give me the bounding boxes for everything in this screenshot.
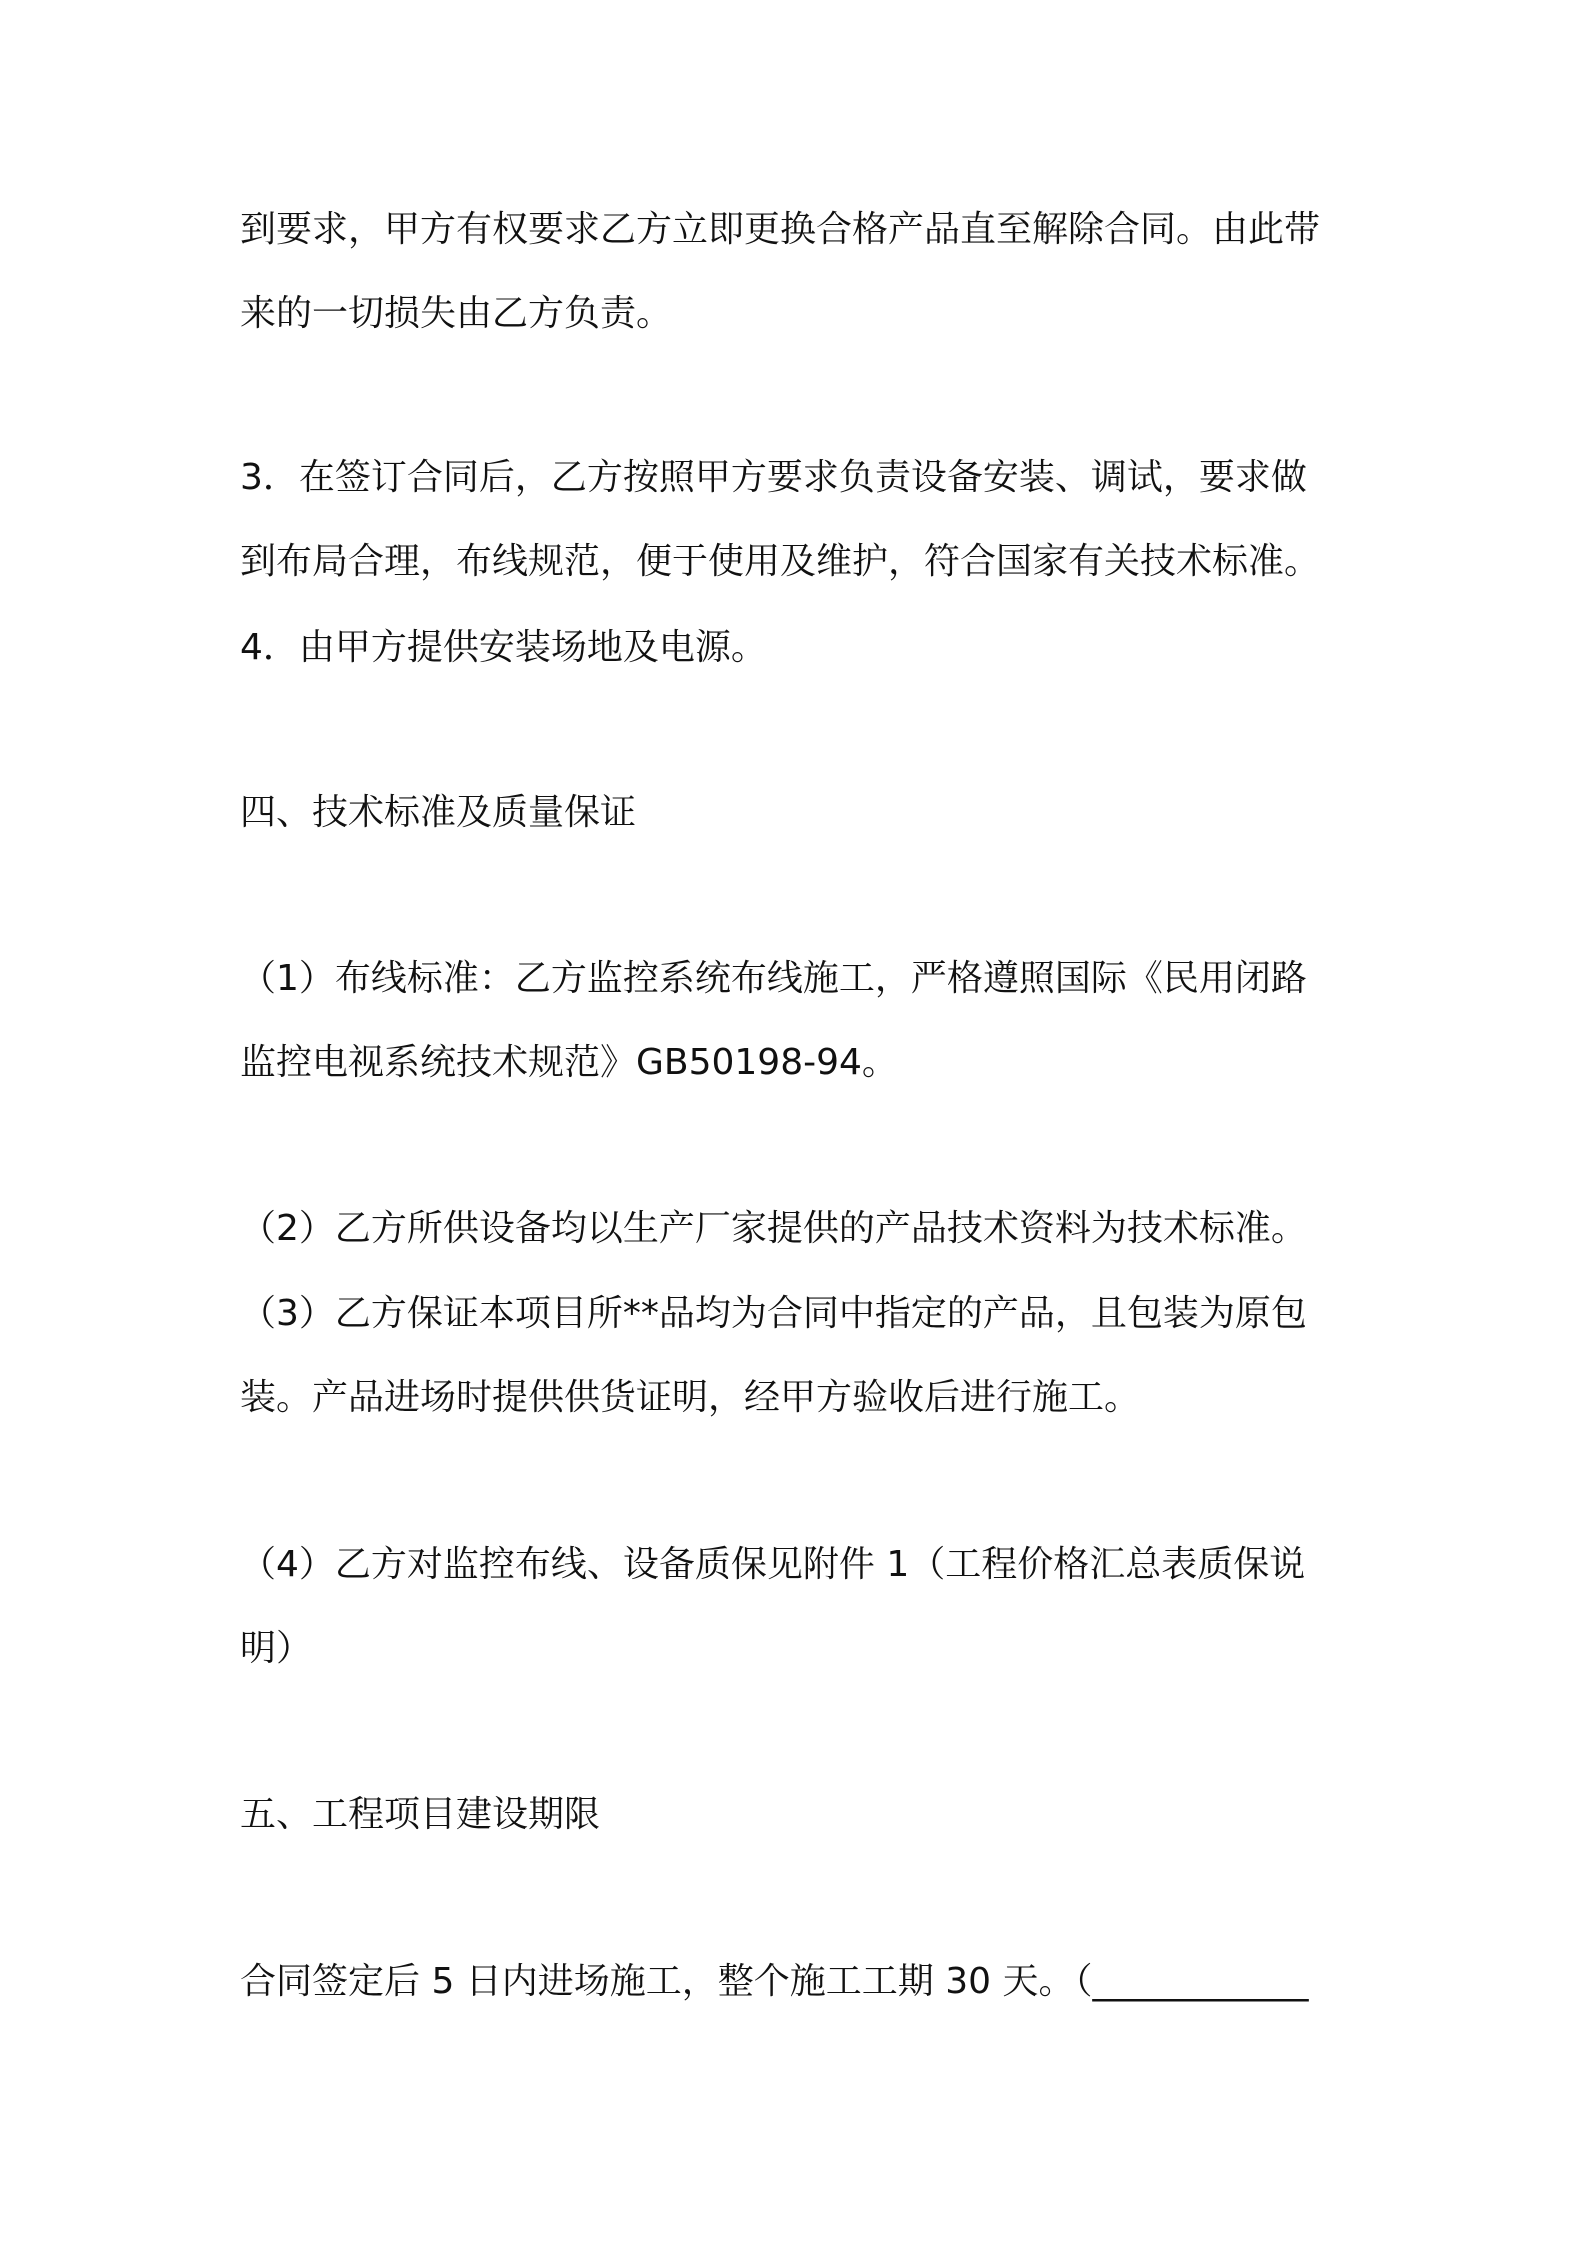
item-1-line: （1）布线标准：乙方监控系统布线施工，严格遵照国际《民用闭路 xyxy=(240,958,1307,999)
item-3-line: 装。产品进场时提供供货证明，经甲方验收后进行施工。 xyxy=(240,1377,1141,1418)
clause-3-line: 3．在签订合同后，乙方按照甲方要求负责设备安装、调试，要求做 xyxy=(240,457,1307,498)
item-4-line: 明） xyxy=(240,1628,313,1669)
clause-4-line: 4．由甲方提供安装场地及电源。 xyxy=(240,627,767,668)
section-heading-4: 四、技术标准及质量保证 xyxy=(240,792,637,833)
paragraph-line: 来的一切损失由乙方负责。 xyxy=(240,293,673,334)
item-1-line: 监控电视系统技术规范》GB50198-94。 xyxy=(240,1042,898,1083)
clause-3-line: 到布局合理，布线规范，便于使用及维护，符合国家有关技术标准。 xyxy=(240,541,1321,582)
item-2-line: （2）乙方所供设备均以生产厂家提供的产品技术资料为技术标准。 xyxy=(240,1208,1307,1249)
schedule-line: 合同签定后 5 日内进场施工，整个施工工期 30 天。（____________ xyxy=(240,1961,1309,2002)
item-4-line: （4）乙方对监控布线、设备质保见附件 1（工程价格汇总表质保说 xyxy=(240,1544,1306,1585)
section-heading-5: 五、工程项目建设期限 xyxy=(240,1794,601,1835)
paragraph-line: 到要求，甲方有权要求乙方立即更换合格产品直至解除合同。由此带 xyxy=(240,209,1321,250)
item-3-line: （3）乙方保证本项目所**品均为合同中指定的产品，且包装为原包 xyxy=(240,1293,1307,1334)
